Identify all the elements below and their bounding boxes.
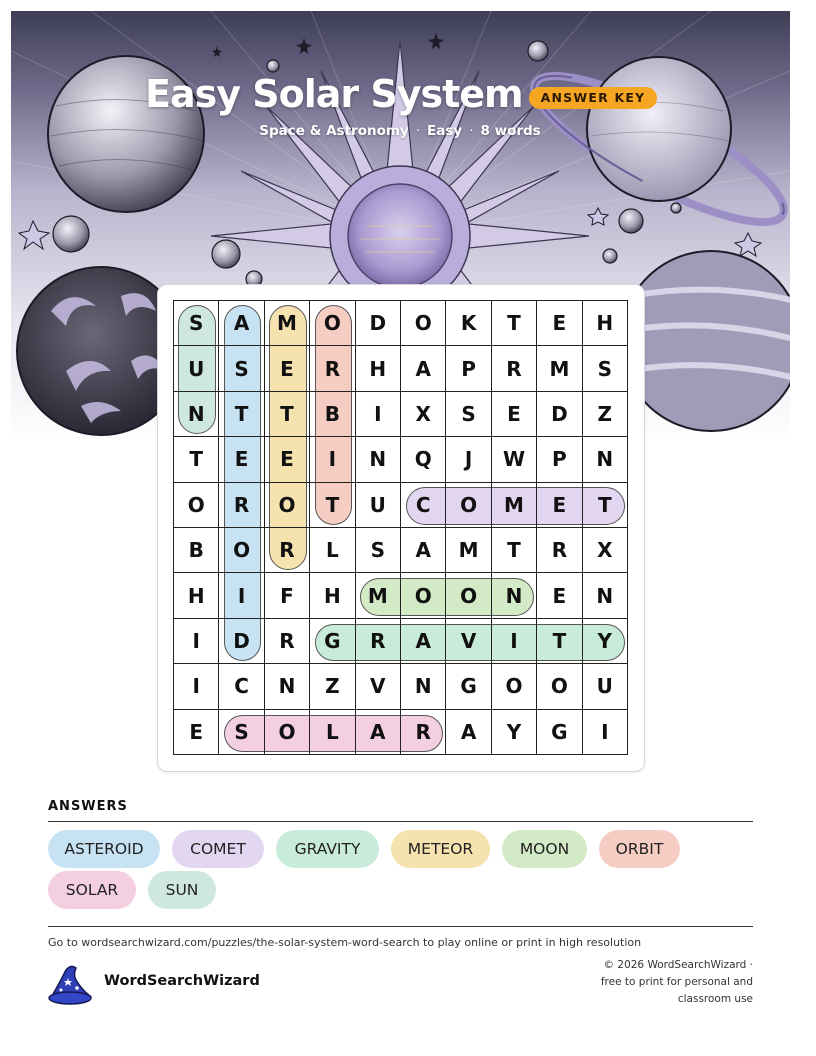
grid-cell: I: [583, 710, 628, 755]
answers-heading: ANSWERS: [48, 799, 128, 814]
separator: ·: [415, 123, 421, 139]
grid-cell: C: [219, 664, 264, 709]
word-count-label: 8 words: [480, 123, 541, 139]
grid-cell: O: [174, 483, 219, 528]
grid-cell: A: [401, 619, 446, 664]
grid-cell: M: [492, 483, 537, 528]
answer-chip: ASTEROID: [48, 830, 160, 868]
grid-cell: U: [174, 346, 219, 391]
grid-cell: Y: [583, 619, 628, 664]
grid-cell: B: [174, 528, 219, 573]
grid-cell: I: [174, 664, 219, 709]
grid-cell: O: [446, 573, 491, 618]
grid-cell: A: [401, 528, 446, 573]
grid-cell: S: [356, 528, 401, 573]
grid-cell: N: [265, 664, 310, 709]
grid-cell: S: [219, 710, 264, 755]
grid-cell: C: [401, 483, 446, 528]
grid-cell: S: [174, 301, 219, 346]
copyright-line: classroom use: [677, 993, 753, 1005]
grid-cell: T: [174, 437, 219, 482]
grid-cell: R: [265, 619, 310, 664]
grid-cell: E: [219, 437, 264, 482]
grid-cell: W: [492, 437, 537, 482]
grid-cell: N: [583, 573, 628, 618]
grid-cell: N: [401, 664, 446, 709]
grid-cell: T: [492, 301, 537, 346]
grid-cell: I: [219, 573, 264, 618]
grid-cell: P: [537, 437, 582, 482]
grid-cell: S: [446, 392, 491, 437]
grid-cell: H: [310, 573, 355, 618]
grid-cell: I: [356, 392, 401, 437]
grid-cell: T: [583, 483, 628, 528]
grid-cell: Q: [401, 437, 446, 482]
grid-cell: Y: [492, 710, 537, 755]
answer-chip: ORBIT: [599, 830, 680, 868]
grid-cell: X: [583, 528, 628, 573]
grid-cell: D: [219, 619, 264, 664]
copyright-line: free to print for personal and: [600, 976, 753, 988]
grid-cell: O: [219, 528, 264, 573]
answer-chip: COMET: [172, 830, 264, 868]
grid-cell: B: [310, 392, 355, 437]
grid-cell: T: [219, 392, 264, 437]
grid-cell: A: [356, 710, 401, 755]
divider: [48, 821, 753, 822]
grid-cell: V: [446, 619, 491, 664]
grid-cell: E: [174, 710, 219, 755]
grid-cell: F: [265, 573, 310, 618]
grid-cell: A: [446, 710, 491, 755]
difficulty-label: Easy: [427, 123, 463, 139]
grid-cell: S: [583, 346, 628, 391]
grid-cell: M: [356, 573, 401, 618]
answer-chip: SOLAR: [48, 871, 136, 909]
puzzle-meta: [0, 123, 800, 139]
grid-cell: J: [446, 437, 491, 482]
grid-cell: H: [174, 573, 219, 618]
grid-cell: H: [583, 301, 628, 346]
grid-cell: G: [446, 664, 491, 709]
grid-cell: K: [446, 301, 491, 346]
grid-cell: E: [492, 392, 537, 437]
grid-cell: U: [583, 664, 628, 709]
grid-cell: I: [310, 437, 355, 482]
grid-cell: A: [219, 301, 264, 346]
grid-cell: E: [265, 437, 310, 482]
grid-cell: N: [583, 437, 628, 482]
grid-cell: O: [401, 573, 446, 618]
grid-cell: I: [492, 619, 537, 664]
grid-cell: N: [492, 573, 537, 618]
wizard-hat-icon: [46, 962, 94, 1006]
grid-cell: T: [310, 483, 355, 528]
grid-cell: R: [356, 619, 401, 664]
grid-cell: G: [310, 619, 355, 664]
grid-cell: R: [401, 710, 446, 755]
grid-cell: T: [537, 619, 582, 664]
grid-cell: E: [537, 301, 582, 346]
grid-cell: T: [265, 392, 310, 437]
grid-cell: H: [356, 346, 401, 391]
grid-cell: D: [537, 392, 582, 437]
grid-cell: D: [356, 301, 401, 346]
grid-cell: Z: [310, 664, 355, 709]
divider: [48, 926, 753, 927]
grid-cell: R: [310, 346, 355, 391]
grid-cell: Z: [583, 392, 628, 437]
grid-cell: O: [265, 710, 310, 755]
grid-cell: X: [401, 392, 446, 437]
grid-cell: I: [174, 619, 219, 664]
puzzle-card: [157, 284, 645, 772]
grid-cell: M: [537, 346, 582, 391]
title-area: [0, 70, 816, 150]
answer-chip: METEOR: [391, 830, 490, 868]
brand-name: WordSearchWizard: [104, 973, 260, 989]
grid-cell: N: [356, 437, 401, 482]
separator: ·: [469, 123, 474, 139]
grid-cell: M: [265, 301, 310, 346]
copyright-line: © 2026 WordSearchWizard ·: [603, 959, 753, 971]
grid-cell: L: [310, 710, 355, 755]
grid-cell: O: [446, 483, 491, 528]
grid-cell: M: [446, 528, 491, 573]
grid-cell: A: [401, 346, 446, 391]
grid-cell: O: [492, 664, 537, 709]
grid-cell: R: [537, 528, 582, 573]
grid-cell: R: [492, 346, 537, 391]
grid-cell: G: [537, 710, 582, 755]
grid-cell: N: [174, 392, 219, 437]
grid-cell: O: [401, 301, 446, 346]
grid-cell: T: [492, 528, 537, 573]
grid-cell: S: [219, 346, 264, 391]
grid-cell: E: [537, 573, 582, 618]
page-title: Easy Solar System: [145, 72, 523, 116]
answer-chip: SUN: [148, 871, 216, 909]
answer-chip: MOON: [502, 830, 587, 868]
grid-cell: U: [356, 483, 401, 528]
grid-cell: R: [265, 528, 310, 573]
grid-cell: P: [446, 346, 491, 391]
grid-cell: O: [537, 664, 582, 709]
grid-cell: O: [310, 301, 355, 346]
category-label: Space & Astronomy: [259, 123, 409, 139]
grid-cell: O: [265, 483, 310, 528]
grid-cell: E: [265, 346, 310, 391]
answer-key-badge: ANSWER KEY: [529, 87, 657, 109]
grid-cell: V: [356, 664, 401, 709]
copyright-notice: [553, 957, 753, 1008]
grid-cell: E: [537, 483, 582, 528]
word-grid: [173, 300, 628, 755]
answer-chip: GRAVITY: [276, 830, 379, 868]
grid-cell: R: [219, 483, 264, 528]
footer-link-text: Go to wordsearchwizard.com/puzzles/the-solar-system-word-search to play online or print in high resolution: [48, 936, 642, 949]
grid-cell: L: [310, 528, 355, 573]
